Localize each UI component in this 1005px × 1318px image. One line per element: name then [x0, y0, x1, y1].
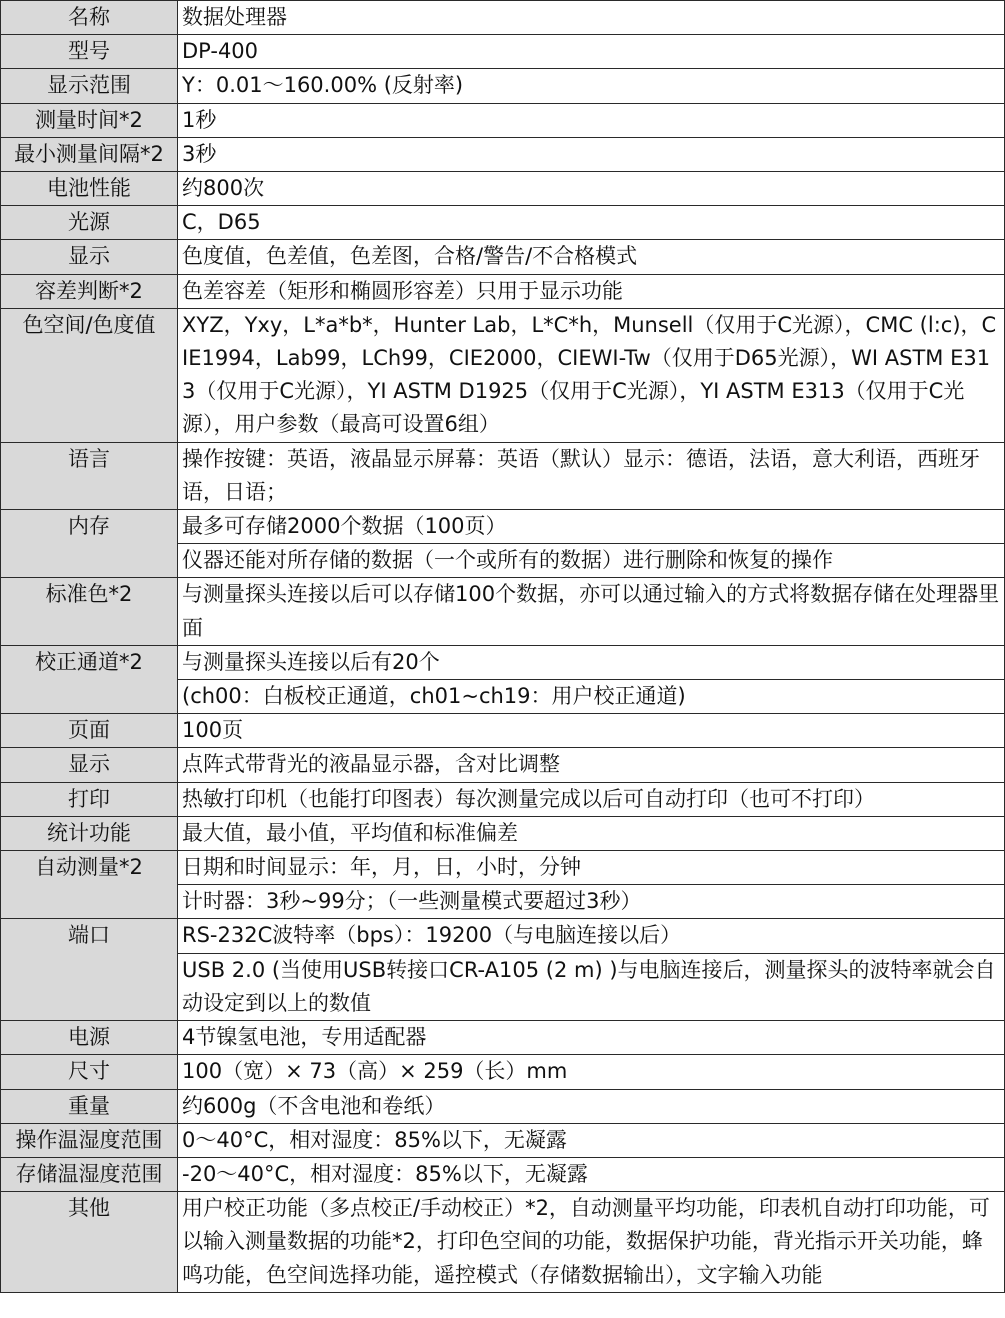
row-value: 100页: [178, 714, 1005, 748]
row-value: 1秒: [178, 103, 1005, 137]
table-row: [1, 274, 1005, 308]
table-row: [1, 748, 1005, 782]
table-row: [1, 69, 1005, 103]
table-row: [1, 714, 1005, 748]
row-label: 显示: [1, 748, 178, 782]
row-value: 日期和时间显示：年，月，日，小时，分钟: [178, 851, 1005, 885]
row-value: 操作按键：英语，液晶显示屏幕：英语（默认）显示：德语，法语，意大利语，西班牙语，日语；: [178, 442, 1005, 509]
row-label: 显示: [1, 240, 178, 274]
row-label: 显示范围: [1, 69, 178, 103]
table-row: [1, 851, 1005, 885]
row-label: 操作温湿度范围: [1, 1123, 178, 1157]
table-row: [1, 1123, 1005, 1157]
table-row: [1, 782, 1005, 816]
table-row: [1, 1192, 1005, 1293]
row-label: 色空间/色度值: [1, 308, 178, 442]
row-label: 校正通道*2: [1, 645, 178, 713]
row-label: 语言: [1, 442, 178, 509]
row-value: 约600g（不含电池和卷纸）: [178, 1089, 1005, 1123]
row-label: 存储温湿度范围: [1, 1157, 178, 1191]
table-row: [1, 137, 1005, 171]
row-value: XYZ，Yxy，L*a*b*，Hunter Lab，L*C*h，Munsell（仅用于C光源），CMC (l:c)，CIE1994，Lab99，LCh99，CIE2000，CIEWI-Tw（仅用于D65光源），WI ASTM E313（仅用于C光源），YI ASTM D1925（仅用于C光源），YI ASTM E313（仅用于C光源），用户参数（最高可设置6组）: [178, 308, 1005, 442]
row-label: 打印: [1, 782, 178, 816]
row-value: DP-400: [178, 35, 1005, 69]
row-label: 电源: [1, 1021, 178, 1055]
row-label: 名称: [1, 1, 178, 35]
row-value: 最多可存储2000个数据（100页）: [178, 510, 1005, 544]
row-value: 约800次: [178, 172, 1005, 206]
row-value: C，D65: [178, 206, 1005, 240]
row-label: 最小测量间隔*2: [1, 137, 178, 171]
row-value: 100（宽）× 73（高）× 259（长）mm: [178, 1055, 1005, 1089]
row-label: 内存: [1, 510, 178, 578]
row-value: 计时器：3秒~99分；（一些测量模式要超过3秒）: [178, 885, 1005, 919]
row-label: 光源: [1, 206, 178, 240]
row-value: 热敏打印机（也能打印图表）每次测量完成以后可自动打印（也可不打印）: [178, 782, 1005, 816]
table-row: [1, 1055, 1005, 1089]
row-value: 4节镍氢电池，专用适配器: [178, 1021, 1005, 1055]
row-value: 最大值，最小值，平均值和标准偏差: [178, 816, 1005, 850]
table-row: [1, 919, 1005, 953]
row-value: Y：0.01～160.00% (反射率): [178, 69, 1005, 103]
row-value: 仪器还能对所存储的数据（一个或所有的数据）进行删除和恢复的操作: [178, 544, 1005, 578]
row-label: 标准色*2: [1, 578, 178, 645]
row-value: 色差容差（矩形和椭圆形容差）只用于显示功能: [178, 274, 1005, 308]
row-label: 电池性能: [1, 172, 178, 206]
row-label: 端口: [1, 919, 178, 1021]
table-row: [1, 442, 1005, 509]
table-row: [1, 1157, 1005, 1191]
table-row: [1, 816, 1005, 850]
row-value: 点阵式带背光的液晶显示器，含对比调整: [178, 748, 1005, 782]
row-label: 页面: [1, 714, 178, 748]
row-label: 测量时间*2: [1, 103, 178, 137]
table-row: [1, 308, 1005, 442]
row-value: RS-232C波特率（bps）：19200（与电脑连接以后）: [178, 919, 1005, 953]
row-label: 自动测量*2: [1, 851, 178, 919]
table-row: [1, 1089, 1005, 1123]
row-label: 型号: [1, 35, 178, 69]
table-row: [1, 172, 1005, 206]
spec-table-body: [1, 1, 1005, 1293]
table-row: [1, 35, 1005, 69]
row-label: 尺寸: [1, 1055, 178, 1089]
row-value: 与测量探头连接以后可以存储100个数据，亦可以通过输入的方式将数据存储在处理器里面: [178, 578, 1005, 645]
row-label: 统计功能: [1, 816, 178, 850]
row-value: -20～40°C，相对湿度：85%以下，无凝露: [178, 1157, 1005, 1191]
row-value: 0～40°C，相对湿度：85%以下，无凝露: [178, 1123, 1005, 1157]
row-value: 色度值，色差值，色差图，合格/警告/不合格模式: [178, 240, 1005, 274]
row-label: 重量: [1, 1089, 178, 1123]
table-row: [1, 240, 1005, 274]
row-value: 3秒: [178, 137, 1005, 171]
table-row: [1, 1, 1005, 35]
table-row: [1, 206, 1005, 240]
table-row: [1, 510, 1005, 544]
row-value: (ch00：白板校正通道，ch01~ch19：用户校正通道): [178, 680, 1005, 714]
row-value: 与测量探头连接以后有20个: [178, 645, 1005, 679]
table-row: [1, 103, 1005, 137]
table-row: [1, 645, 1005, 679]
row-label: 容差判断*2: [1, 274, 178, 308]
row-label: 其他: [1, 1192, 178, 1293]
row-value: 用户校正功能（多点校正/手动校正）*2，自动测量平均功能，印表机自动打印功能，可以输入测量数据的功能*2，打印色空间的功能，数据保护功能，背光指示开关功能，蜂鸣功能，色空间选择功能，遥控模式（存储数据输出），文字输入功能: [178, 1192, 1005, 1293]
row-value: USB 2.0 (当使用USB转接口CR-A105 (2 m) )与电脑连接后，测量探头的波特率就会自动设定到以上的数值: [178, 953, 1005, 1020]
row-value: 数据处理器: [178, 1, 1005, 35]
table-row: [1, 578, 1005, 645]
table-row: [1, 1021, 1005, 1055]
